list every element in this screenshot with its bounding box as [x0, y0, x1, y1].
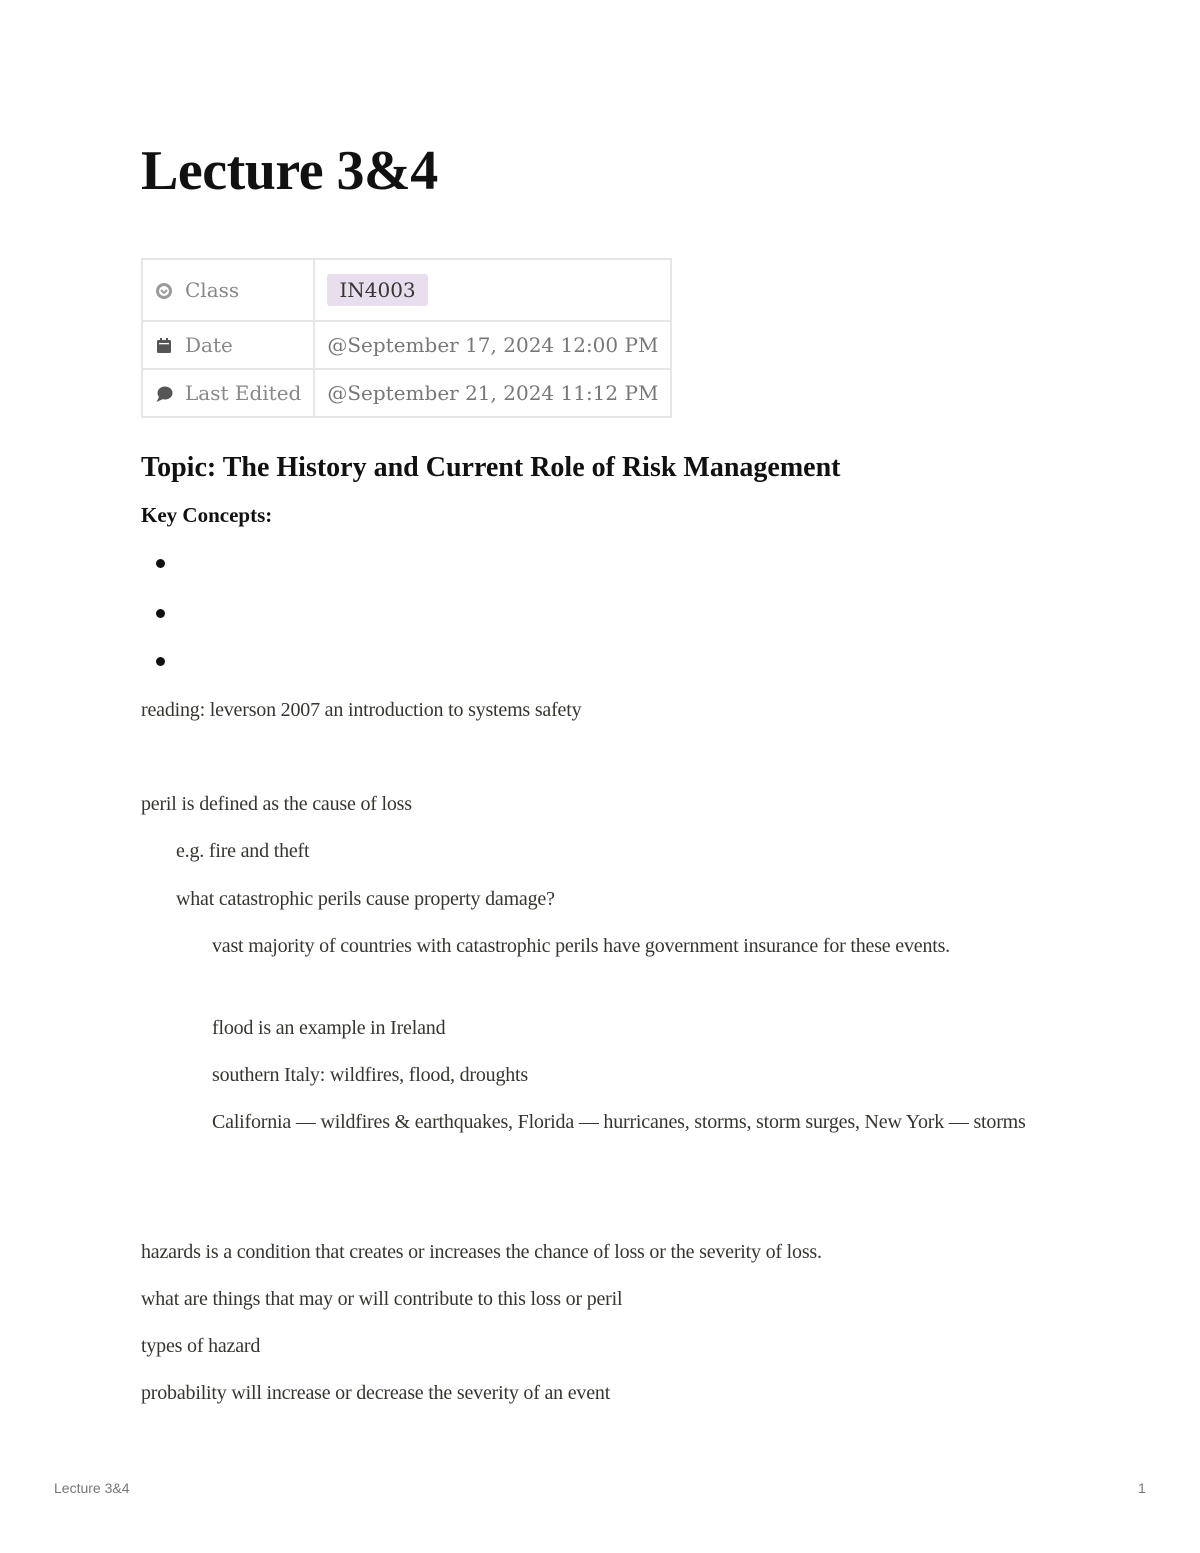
peril-question: what catastrophic perils cause property damage?	[176, 888, 555, 910]
calendar-icon	[155, 337, 173, 355]
property-row-date	[142, 321, 671, 369]
property-key-label: Date	[185, 333, 233, 357]
property-key-cell	[142, 321, 314, 369]
property-key-label: Last Edited	[185, 381, 302, 405]
hazard-line: probability will increase or decrease the severity of an event	[141, 1382, 611, 1404]
bullet-point-empty	[156, 609, 165, 618]
comment-icon	[155, 385, 173, 403]
peril-detail: southern Italy: wildfires, flood, droughts	[212, 1064, 528, 1086]
peril-detail: vast majority of countries with catastrophic perils have government insurance for these events.	[212, 935, 950, 957]
footer-page-number: 1	[1138, 1480, 1146, 1496]
property-key-label: Class	[185, 278, 240, 302]
property-value-cell[interactable]	[314, 259, 671, 321]
topic-heading: Topic: The History and Current Role of Risk Management	[141, 452, 841, 483]
hazard-line: types of hazard	[141, 1335, 261, 1357]
footer-doc-name: Lecture 3&4	[54, 1480, 130, 1496]
hazard-line: what are things that may or will contribute to this loss or peril	[141, 1288, 623, 1310]
peril-detail: California — wildfires & earthquakes, Florida — hurricanes, storms, storm surges, New York — storms	[212, 1111, 1026, 1133]
property-row-last-edited	[142, 369, 671, 417]
properties-table	[141, 258, 672, 418]
property-value-cell[interactable]	[314, 369, 671, 417]
peril-definition: peril is defined as the cause of loss	[141, 793, 412, 815]
key-concepts-heading: Key Concepts:	[141, 503, 273, 527]
class-tag[interactable]: IN4003	[327, 274, 427, 306]
reading-line: reading: leverson 2007 an introduction to systems safety	[141, 699, 582, 721]
property-key-cell	[142, 259, 314, 321]
date-value[interactable]: @September 17, 2024 12:00 PM	[327, 333, 659, 357]
last-edited-value[interactable]: @September 21, 2024 11:12 PM	[327, 381, 659, 405]
peril-detail: flood is an example in Ireland	[212, 1017, 446, 1039]
property-row-class	[142, 259, 671, 321]
bullet-point-empty	[156, 657, 165, 666]
hazard-definition: hazards is a condition that creates or increases the chance of loss or the severity of loss.	[141, 1241, 822, 1263]
property-key-cell	[142, 369, 314, 417]
property-value-cell[interactable]	[314, 321, 671, 369]
class-icon	[155, 282, 173, 300]
peril-example: e.g. fire and theft	[176, 840, 310, 862]
bullet-point-empty	[156, 559, 165, 568]
page-title: Lecture 3&4	[141, 140, 438, 202]
